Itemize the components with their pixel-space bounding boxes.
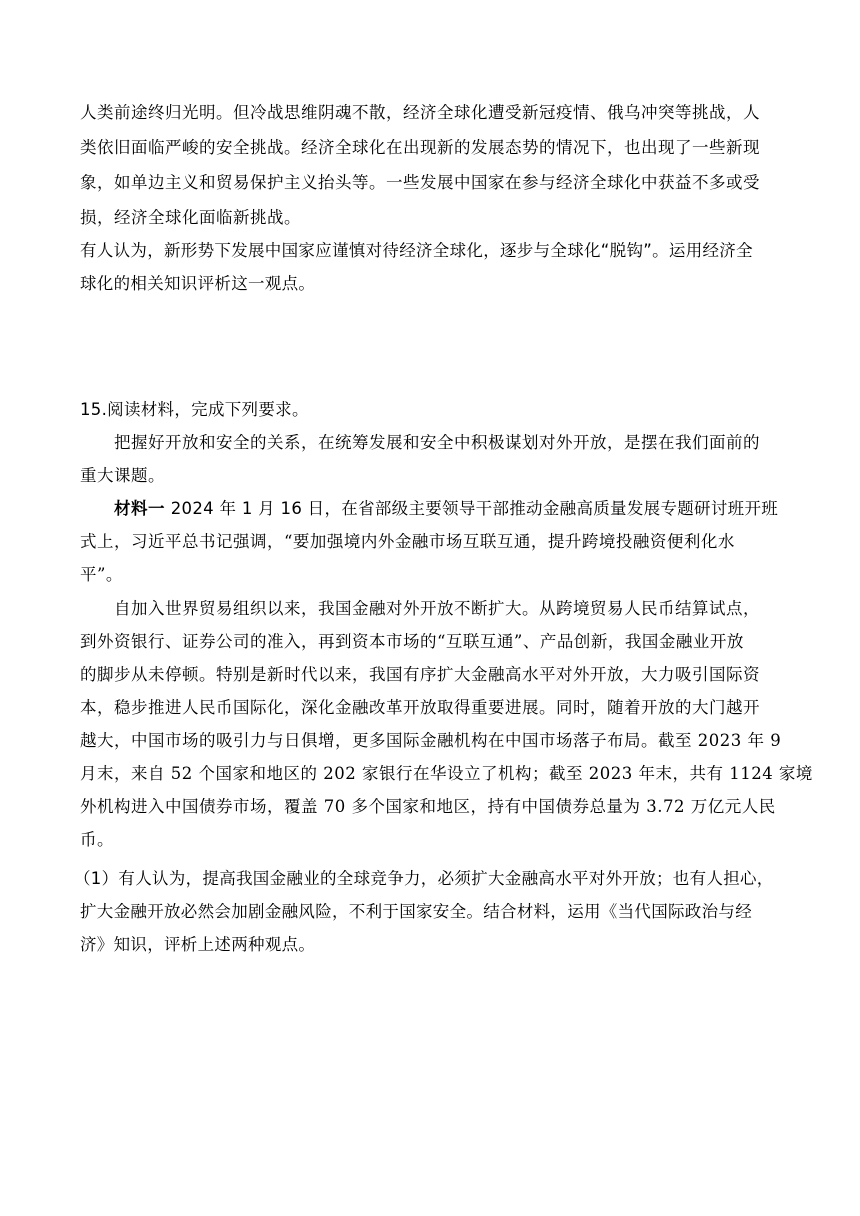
material-text-line: 象，如单边主义和贸易保护主义抬头等。一些发展中国家在参与经济全球化中获益不多或受 bbox=[80, 173, 760, 192]
sub-question-line: 扩大金融开放必然会加剧金融风险，不利于国家安全。结合材料，运用《当代国际政治与经 bbox=[80, 902, 752, 921]
paragraph-line: 自加入世界贸易组织以来，我国金融对外开放不断扩大。从跨境贸易人民币结算试点， bbox=[114, 599, 760, 618]
paragraph-line: 越大，中国市场的吸引力与日俱增，更多国际金融机构在中国市场落子布局。截至 2023 年 9 bbox=[80, 731, 782, 750]
material-one-line: 式上，习近平总书记强调，“要加强境内外金融市场互联互通，提升跨境投融资便利化水 bbox=[80, 532, 735, 551]
question-heading: 15.阅读材料，完成下列要求。 bbox=[80, 400, 309, 419]
intro-text-line: 重大课题。 bbox=[80, 466, 165, 485]
material-one-first-line bbox=[114, 498, 778, 520]
sub-question-line: 济》知识，评析上述两种观点。 bbox=[80, 935, 316, 954]
material-one-text: 2024 年 1 月 16 日，在省部级主要领导干部推动金融高质量发展专题研讨班开班 bbox=[170, 499, 779, 518]
paragraph-line: 外机构进入中国债券市场，覆盖 70 多个国家和地区，持有中国债券总量为 3.72 万亿元人民 bbox=[80, 797, 776, 816]
sub-question-line: （1）有人认为，提高我国金融业的全球竞争力，必须扩大金融高水平对外开放；也有人担心， bbox=[74, 869, 774, 888]
paragraph-line: 本，稳步推进人民币国际化，深化金融改革开放取得重要进展。同时，随着开放的大门越开 bbox=[80, 698, 760, 717]
material-text-line: 人类前途终归光明。但冷战思维阴魂不散，经济全球化遭受新冠疫情、俄乌冲突等挑战，人 bbox=[80, 103, 760, 122]
material-one-label: 材料一 bbox=[114, 499, 165, 518]
intro-text-line: 把握好开放和安全的关系，在统筹发展和安全中积极谋划对外开放，是摆在我们面前的 bbox=[114, 433, 760, 452]
question-prompt-line: 球化的相关知识评析这一观点。 bbox=[80, 274, 316, 293]
material-text-line: 损，经济全球化面临新挑战。 bbox=[80, 208, 301, 227]
paragraph-line: 币。 bbox=[80, 830, 114, 849]
material-one-line: 平”。 bbox=[80, 565, 123, 584]
paragraph-line: 到外资银行、证券公司的准入，再到资本市场的“互联互通”、产品创新，我国金融业开放 bbox=[80, 632, 744, 651]
question-prompt-line: 有人认为，新形势下发展中国家应谨慎对待经济全球化，逐步与全球化“脱钩”。运用经济全 bbox=[80, 241, 753, 260]
paragraph-line: 的脚步从未停顿。特别是新时代以来，我国有序扩大金融高水平对外开放，大力吸引国际资 bbox=[80, 665, 760, 684]
paragraph-line: 月末，来自 52 个国家和地区的 202 家银行在华设立了机构；截至 2023 年末，共有 1124 家境 bbox=[80, 764, 813, 783]
material-text-line: 类依旧面临严峻的安全挑战。经济全球化在出现新的发展态势的情况下，也出现了一些新现 bbox=[80, 138, 760, 157]
